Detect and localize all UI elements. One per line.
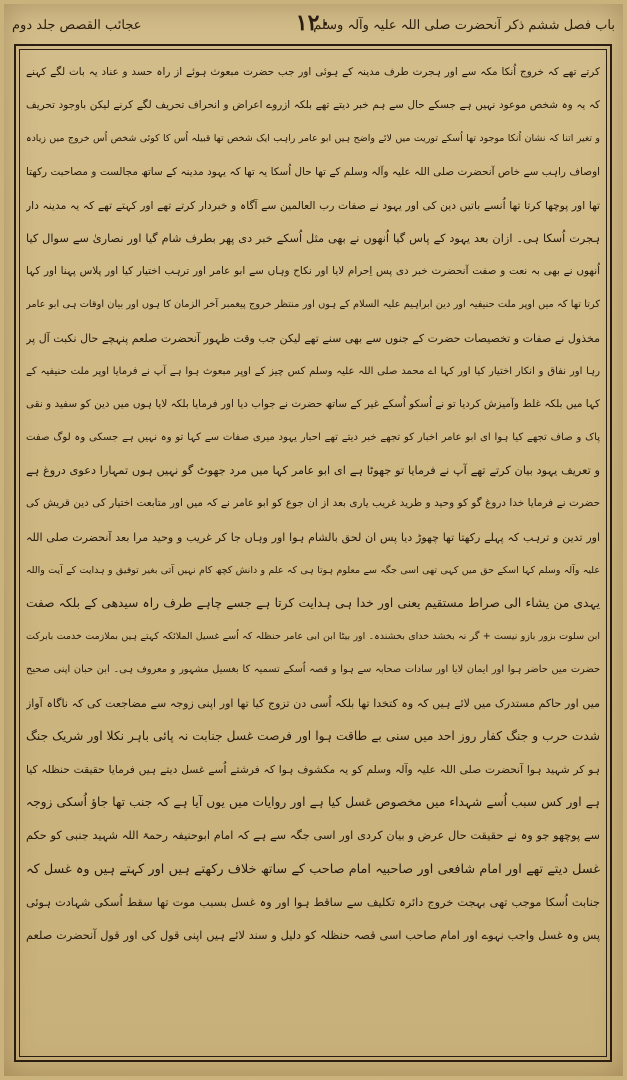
text-line: غسل دیتے تھے اور امام شافعی اور صاحبیہ امام صاحب کے ساتھ خلاف رکھتے ہیں اور کہتے ہیں وہ غسل کہ: [26, 861, 600, 877]
text-line: ہے اور کس سبب اُسے شہداء میں مخصوص غسل کیا ہے اور روایات میں یوں آیا ہے کہ جنب تھا جاؤ اُسکی زوجہ: [26, 795, 600, 810]
text-line: کرتا تھا کہ میں اوپر ملت حنیفیہ اور دین ابراہیم علیہ السلام کے ہوں اور منتظر خروج پیغمبر آخر الزمان کا ہوں اور بیان اوقات ہی ابو عامر: [26, 299, 600, 311]
page-header: [12, 6, 615, 42]
text-line: و تغیر اتنا کہ نشان اُنکا موجود تھا اُسکے توریت میں لائے واضح ہیں ابو عامر راہب ایک شخص تھا قبیلہ اُس کا کوئی شخص اُس خروج میں زیادہ: [26, 133, 600, 145]
text-line: حضرت نے فرمایا خدا دروغ گو کو وحید و طرید غریب یاری بعد از ان جوع کو ابو عامر نے کہ میں اور متابعت اختیار کی دین قریش کی: [26, 497, 600, 510]
text-line: شدت حرب و جنگ کفار روز احد میں سنی بے طاقت ہوا اور فرصت غسل جنابت نہ پائی باہر نکلا اور شریک جنگ: [26, 728, 600, 743]
text-line: ابن سلوت بزور بازو نیست + گر نہ بخشد خدای بخشندہ۔ اور بیٹا ابن ابی عامر حنظلہ کہ اُسے غسیل الملائکہ کہتے ہیں بملازمت خدمت بابرکت: [26, 631, 600, 643]
chapter-title: باب فصل ششم ذکر آنحضرت صلی اللہ علیہ وآلہ وسلم: [313, 18, 615, 33]
text-line: سے پوچھو جو وہ نے حقیقت حال عرض و بیان کردی اور اسی جگہ سے ہے کہ امام ابوحنیفہ رحمۃ اللہ شہید جنبی کو حکم: [26, 829, 600, 843]
text-line: پاک و صاف تجھے کیا ہوا ای ابو عامر اخبار کو تجھے خبر دیتے تھے احبار یہود میری صفات سے کہا تو وہ نہیں ہے جسکی وہ لوگ صفت: [26, 432, 600, 444]
text-line: اُنھوں نے بھی بہ نعت و صفت آنحضرت خبر دی پس اِحرام لایا اور نکاح وہاں سے ابو عامر اور ترہب اختیار کیا اور پلاس پہنا اور کہا: [26, 265, 600, 278]
text-line: مخذول نے صفات و تخصیصات حضرت کے جنوں سے بھی سنے تھے لیکن جب وقت ظہور آنحضرت صلعم پنہچے حال نکبت آل پر: [26, 331, 600, 345]
text-line: اوصاف راہب سے خاص آنحضرت صلی اللہ علیہ وآلہ وسلم کے تھا حال اُسکا یہ تھا کہ یہود مدینہ کے ساتھ مجالست و مصاحبت رکھتا: [26, 165, 600, 178]
page-number: ۱۲۰: [295, 10, 332, 36]
text-line: و تعریف یہود بیان کرتے تھے آپ نے فرمایا تو جھوٹا ہے ای ابو عامر کہا میں مرد جھوٹ گو نہیں ہوں تمہارا دعوی دروغ ہے: [26, 464, 600, 478]
text-line: کہا میں بلکہ غلط وآمیزش کردیا تو نے اُسکو اُسکے غیر کے ساتھ حضرت نے جواب دیا اور فرمایا بلکہ لایا ہوں میں دین کو سفید و نقی: [26, 397, 600, 410]
text-line: ہجرت اُسکا ہی۔ ازان بعد یہود کے پاس گیا اُنھوں نے بھی مثل اُسکے خبر دی پھر بطرف شام گیا اور نصاریٰ سے سوال کیا: [26, 231, 600, 245]
text-line: حضرت میں حاضر ہوا اور ایمان لایا اور سادات صحابہ سے ہوا و قصہ اُسکے تسمیہ کا بغسیل مشہور و معروف ہی۔ ابن حبان اپنی صحیح: [26, 664, 600, 676]
text-line: ہو کر شہید ہوا آنحضرت صلی اللہ علیہ وآلہ وسلم کو یہ مکشوف ہوا کہ فرشتے اُسے غسل دیتے ہیں فرمایا حقیقت حنظلہ کیا: [26, 762, 600, 776]
text-line: میں اور حاکم مستدرک میں لائے ہیں کہ وہ کتخدا تھا بلکہ اُسی دن تزوج کیا تھا اور اپنی زوجہ سے مضاجعت کی کہ ناگاہ آواز: [26, 696, 600, 710]
text-line: کرتے تھے کہ خروج اُنکا مکہ سے اور ہجرت طرف مدینہ کے ہوئی اور جب حضرت مبعوث ہوئے از راہ حسد و عناد یہ بات لگے کہنے: [26, 66, 600, 78]
text-line: جنابت اُسکا موجب تھی بہجت خروج دائرہ تکلیف سے ساقط ہوا اور وہ غسل بسبب موت تھا سقط اُسکی شہادت ہوئی: [26, 895, 600, 909]
text-line: اور تدین و ترہب کہ پہلے رکھتا تھا چھوڑ دیا پس ان لحق بالشام ہوا اور وہاں جا کر غریب و وحید مرا بعد آنحضرت صلی اللہ: [26, 530, 600, 544]
text-line: کہ یہ وہ شخص موعود نہیں ہے جسکے حال سے ہم خبر دیتے تھے بلکہ ازروے اعراض و انحراف تحریف لگے کرنے لیکن باوجود تحریف: [26, 99, 600, 112]
text-line: تھا اور پوچھا کرتا تھا اُنسے باتیں دین کی اور یہود نے صفات رب العالمین سے آگاہ و خبردار کرتے تھے اور کہتے تھے کہ یہ مدینہ دار: [26, 198, 600, 212]
text-line: علیہ وآلہ وسلم کہا اسکے حق میں کہی تھی اسی جگہ سے معلوم ہوتا ہی کہ علم و دانش کچھ کام نہیں آتی بغیر توفیق و ہدایت کے آیت واللہ: [26, 564, 600, 576]
text-line: پس وہ غسل واجب نہوے اور امام صاحب اسی قصہ حنظلہ کو دلیل و سند لائے ہیں اپنی قول کی اور قول آنحضرت صلعم: [26, 928, 600, 942]
book-title: عجائب القصص جلد دوم: [12, 18, 142, 33]
text-line: رہا اور نفاق و انکار اختیار کیا اور کہا اے محمد صلی اللہ علیہ وسلم کس چیز کے اوپر مبعوث ہوا ہے آپ نے فرمایا اوپر ملت حنیفیہ کے: [26, 365, 600, 377]
text-line: یہدی من یشاء الی صراط مستقیم یعنی اور خدا ہی ہدایت کرتا ہے جسے چاہے طرف راہ سیدھی کے بلکہ صفت: [26, 596, 600, 610]
body-text: [26, 56, 600, 1052]
